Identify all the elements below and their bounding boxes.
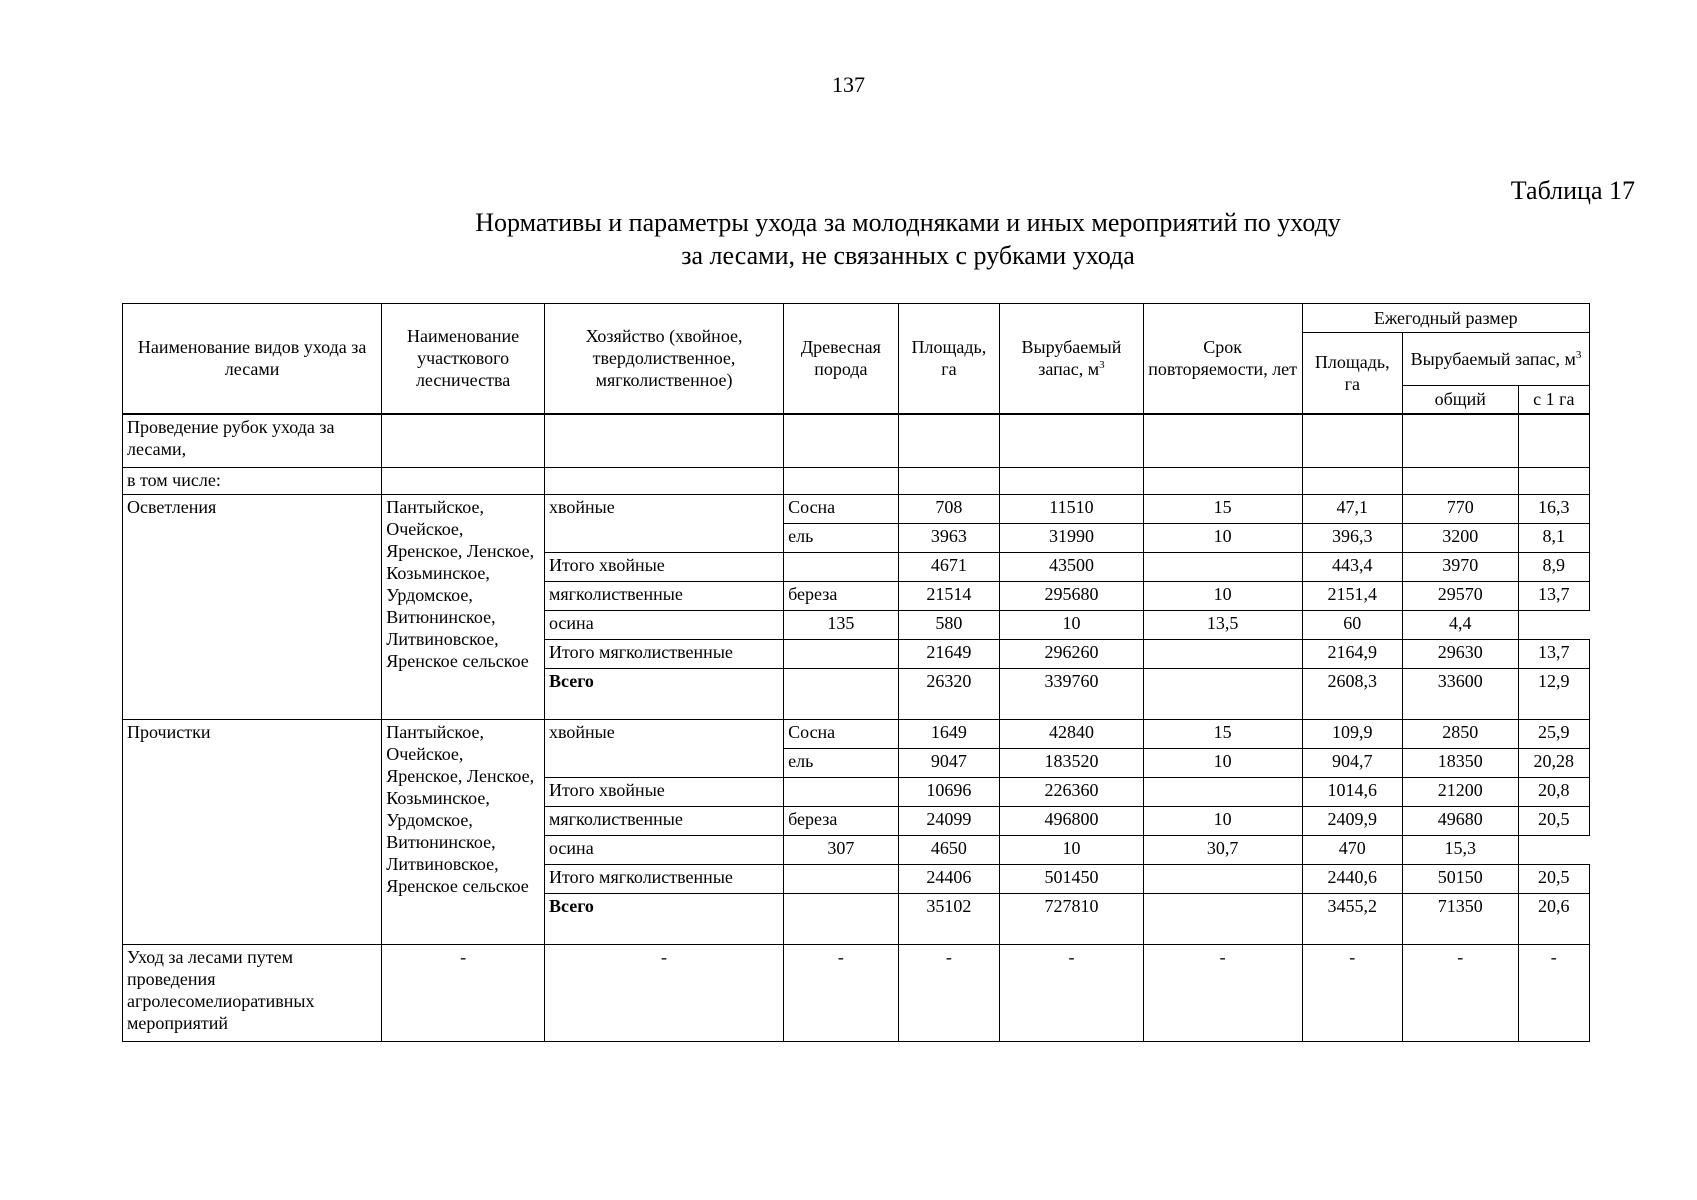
- value-cell-a-total: 33600: [1403, 668, 1519, 719]
- header-type: Наименование видов ухода за лесами: [123, 304, 382, 414]
- value-cell-period: 10: [1000, 835, 1144, 864]
- agro-row-name: Уход за лесами путем проведения агролесомелиоративных мероприятий: [123, 944, 382, 1041]
- value-cell-area: 21514: [898, 581, 999, 610]
- farm-cell: Итого мягколиственные: [544, 639, 783, 668]
- value-cell-area: 708: [898, 494, 999, 523]
- header-annual: Ежегодный размер: [1302, 304, 1589, 333]
- value-cell-stock: 31990: [1000, 523, 1144, 552]
- value-cell-stock: 580: [898, 610, 999, 639]
- species-cell: ель: [784, 523, 899, 552]
- farm-cell: Всего: [544, 893, 783, 944]
- species-cell: [784, 639, 899, 668]
- value-cell-a-area: 30,7: [1143, 835, 1302, 864]
- value-cell-a-total: 2850: [1403, 719, 1519, 748]
- value-cell-stock: 42840: [1000, 719, 1144, 748]
- table-label: Таблица 17: [1510, 176, 1635, 205]
- title-line-1: Нормативы и параметры ухода за молодняками и иных мероприятий по уходу: [475, 208, 1341, 237]
- value-cell-a-total: 21200: [1403, 777, 1519, 806]
- dash-cell: -: [1000, 944, 1144, 1041]
- value-cell-a-area: 2151,4: [1302, 581, 1402, 610]
- value-cell-stock: 496800: [1000, 806, 1144, 835]
- value-cell-stock: 339760: [1000, 668, 1144, 719]
- value-cell-period: 10: [1000, 610, 1144, 639]
- value-cell-period: [1143, 893, 1302, 944]
- dash-cell: -: [382, 944, 545, 1041]
- value-cell-a-total: 770: [1403, 494, 1519, 523]
- value-cell-a-per_ha: 20,5: [1518, 864, 1589, 893]
- value-cell-a-total: 50150: [1403, 864, 1519, 893]
- value-cell-a-area: 2164,9: [1302, 639, 1402, 668]
- value-cell-stock: 4650: [898, 835, 999, 864]
- value-cell-stock: 295680: [1000, 581, 1144, 610]
- value-cell-a-area: 443,4: [1302, 552, 1402, 581]
- value-cell-a-total: 71350: [1403, 893, 1519, 944]
- header-forestry: Наименование участкового лесничества: [382, 304, 545, 414]
- value-cell-period: 10: [1143, 806, 1302, 835]
- value-cell-a-total: 29630: [1403, 639, 1519, 668]
- intro-row-1: Проведение рубок ухода за лесами,: [123, 414, 382, 468]
- species-cell: ель: [784, 748, 899, 777]
- species-cell: Сосна: [784, 719, 899, 748]
- table-row: [123, 494, 1590, 523]
- value-cell-area: 24099: [898, 806, 999, 835]
- value-cell-period: [1143, 552, 1302, 581]
- value-cell-stock: 11510: [1000, 494, 1144, 523]
- header-annual-per-ha: с 1 га: [1518, 386, 1589, 414]
- species-cell: [784, 777, 899, 806]
- value-cell-area: 24406: [898, 864, 999, 893]
- value-cell-period: [1143, 777, 1302, 806]
- farm-cell: хвойные: [544, 494, 783, 552]
- value-cell-a-area: 1014,6: [1302, 777, 1402, 806]
- value-cell-area: 3963: [898, 523, 999, 552]
- value-cell-area: 1649: [898, 719, 999, 748]
- value-cell-a-per_ha: 8,9: [1518, 552, 1589, 581]
- dash-cell: -: [1302, 944, 1402, 1041]
- value-cell-period: [1143, 668, 1302, 719]
- value-cell-area: 9047: [898, 748, 999, 777]
- value-cell-a-area: 396,3: [1302, 523, 1402, 552]
- value-cell-stock: 727810: [1000, 893, 1144, 944]
- header-area: Площадь, га: [898, 304, 999, 414]
- page-number: 137: [832, 72, 865, 97]
- value-cell-area: 135: [784, 610, 899, 639]
- value-cell-area: 26320: [898, 668, 999, 719]
- value-cell-period: 15: [1143, 719, 1302, 748]
- value-cell-a-per_ha: 4,4: [1403, 610, 1519, 639]
- dash-cell: -: [1518, 944, 1589, 1041]
- farm-cell: мягколиственные: [544, 581, 783, 610]
- value-cell-stock: 183520: [1000, 748, 1144, 777]
- document-title: [300, 206, 1516, 272]
- section-forestry: Пантыйское, Очейское, Яренское, Ленское, Козьминское, Урдомское, Витюнинское, Литвиновское, Яренское сельское: [382, 719, 545, 944]
- value-cell-period: 15: [1143, 494, 1302, 523]
- table-row: [123, 467, 1590, 494]
- species-cell: [784, 668, 899, 719]
- value-cell-a-per_ha: 12,9: [1518, 668, 1589, 719]
- species-cell: береза: [784, 581, 899, 610]
- value-cell-area: 307: [784, 835, 899, 864]
- species-cell: осина: [544, 835, 783, 864]
- section-name: Осветления: [123, 494, 382, 719]
- value-cell-a-per_ha: 15,3: [1403, 835, 1519, 864]
- header-period: Срок повторяемости, лет: [1143, 304, 1302, 414]
- value-cell-a-total: 470: [1302, 835, 1402, 864]
- value-cell-stock: 43500: [1000, 552, 1144, 581]
- table-row: [123, 719, 1590, 748]
- header-stock-sup: 3: [1099, 359, 1105, 372]
- dash-cell: -: [784, 944, 899, 1041]
- value-cell-a-per_ha: 13,7: [1518, 639, 1589, 668]
- value-cell-a-per_ha: 25,9: [1518, 719, 1589, 748]
- value-cell-a-per_ha: 20,5: [1518, 806, 1589, 835]
- dash-cell: -: [1143, 944, 1302, 1041]
- table-header: [123, 304, 1590, 414]
- table-row: [123, 414, 1590, 468]
- header-species: Древесная порода: [784, 304, 899, 414]
- header-annual-stock-label: Вырубаемый запас, м: [1410, 349, 1576, 369]
- value-cell-a-area: 904,7: [1302, 748, 1402, 777]
- header-annual-total: общий: [1403, 386, 1519, 414]
- value-cell-period: 10: [1143, 581, 1302, 610]
- species-cell: Сосна: [784, 494, 899, 523]
- species-cell: [784, 893, 899, 944]
- value-cell-period: 10: [1143, 523, 1302, 552]
- dash-cell: -: [898, 944, 999, 1041]
- value-cell-a-per_ha: 8,1: [1518, 523, 1589, 552]
- section-forestry: Пантыйское, Очейское, Яренское, Ленское, Козьминское, Урдомское, Витюнинское, Литвиновское, Яренское сельское: [382, 494, 545, 719]
- value-cell-period: 10: [1143, 748, 1302, 777]
- norms-table: [122, 303, 1590, 1042]
- value-cell-a-per_ha: 20,8: [1518, 777, 1589, 806]
- value-cell-a-total: 60: [1302, 610, 1402, 639]
- farm-cell: Итого хвойные: [544, 777, 783, 806]
- species-cell: береза: [784, 806, 899, 835]
- value-cell-stock: 296260: [1000, 639, 1144, 668]
- header-annual-stock-sup: 3: [1575, 349, 1582, 361]
- header-stock: [1000, 304, 1144, 414]
- value-cell-period: [1143, 864, 1302, 893]
- farm-cell: хвойные: [544, 719, 783, 777]
- header-annual-area: Площадь, га: [1302, 333, 1402, 414]
- value-cell-area: 35102: [898, 893, 999, 944]
- value-cell-a-per_ha: 16,3: [1518, 494, 1589, 523]
- section-name: Прочистки: [123, 719, 382, 944]
- value-cell-a-total: 29570: [1403, 581, 1519, 610]
- value-cell-a-per_ha: 13,7: [1518, 581, 1589, 610]
- dash-cell: -: [544, 944, 783, 1041]
- value-cell-area: 21649: [898, 639, 999, 668]
- dash-cell: -: [1403, 944, 1519, 1041]
- value-cell-a-total: 3970: [1403, 552, 1519, 581]
- farm-cell: мягколиственные: [544, 806, 783, 835]
- header-stock-label: Вырубаемый запас, м: [1021, 337, 1122, 380]
- title-line-2: за лесами, не связанных с рубками ухода: [681, 241, 1135, 270]
- table-body: [123, 414, 1590, 1042]
- header-annual-stock: [1403, 333, 1590, 386]
- value-cell-stock: 226360: [1000, 777, 1144, 806]
- header-farm: Хозяйство (хвойное, твердолиственное, мягколиственное): [544, 304, 783, 414]
- species-cell: осина: [544, 610, 783, 639]
- value-cell-a-area: 3455,2: [1302, 893, 1402, 944]
- value-cell-a-total: 3200: [1403, 523, 1519, 552]
- value-cell-area: 4671: [898, 552, 999, 581]
- farm-cell: Всего: [544, 668, 783, 719]
- intro-row-2: в том числе:: [123, 467, 382, 494]
- value-cell-a-area: 2440,6: [1302, 864, 1402, 893]
- species-cell: [784, 864, 899, 893]
- value-cell-a-area: 109,9: [1302, 719, 1402, 748]
- farm-cell: Итого мягколиственные: [544, 864, 783, 893]
- value-cell-a-area: 2409,9: [1302, 806, 1402, 835]
- value-cell-stock: 501450: [1000, 864, 1144, 893]
- value-cell-a-per_ha: 20,6: [1518, 893, 1589, 944]
- value-cell-area: 10696: [898, 777, 999, 806]
- value-cell-a-area: 47,1: [1302, 494, 1402, 523]
- value-cell-a-total: 18350: [1403, 748, 1519, 777]
- species-cell: [784, 552, 899, 581]
- value-cell-period: [1143, 639, 1302, 668]
- value-cell-a-area: 2608,3: [1302, 668, 1402, 719]
- table-row: [123, 944, 1590, 1041]
- value-cell-a-area: 13,5: [1143, 610, 1302, 639]
- value-cell-a-total: 49680: [1403, 806, 1519, 835]
- farm-cell: Итого хвойные: [544, 552, 783, 581]
- value-cell-a-per_ha: 20,28: [1518, 748, 1589, 777]
